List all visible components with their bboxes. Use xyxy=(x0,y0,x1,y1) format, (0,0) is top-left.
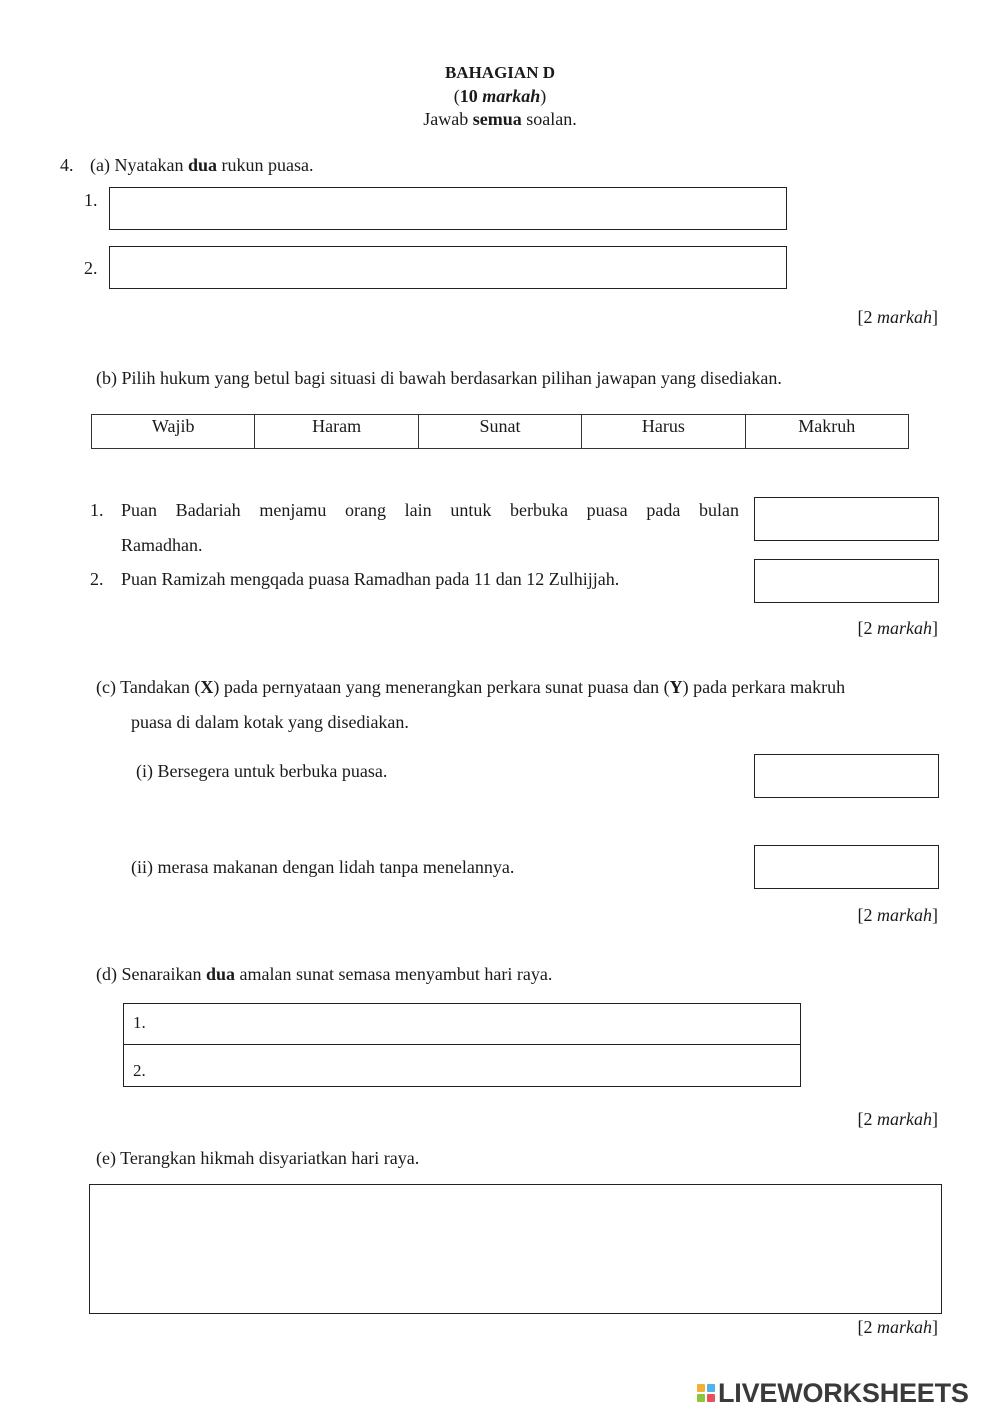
answer-e-field[interactable] xyxy=(89,1184,942,1314)
answer-d1-field[interactable] xyxy=(123,1003,801,1045)
question-a-text: (a) Nyatakan dua rukun puasa. xyxy=(90,155,314,175)
situation-2-number: 2. xyxy=(90,569,104,589)
situation-1-text-cont: Ramadhan. xyxy=(121,535,203,555)
logo-square xyxy=(707,1394,715,1402)
question-d-text: (d) Senaraikan dua amalan sunat semasa menyambut hari raya. xyxy=(96,964,553,984)
logo-text: LIVEWORKSHEETS xyxy=(718,1377,969,1408)
marks-a: [2 markah] xyxy=(857,307,938,327)
statement-c1: (i) Bersegera untuk berbuka puasa. xyxy=(136,761,388,781)
logo-square xyxy=(707,1384,715,1392)
hukum-options-table xyxy=(91,414,909,449)
answer-c2-field[interactable] xyxy=(754,845,939,889)
answer-b1-field[interactable] xyxy=(754,497,939,541)
section-instruction: Jawab semua soalan. xyxy=(423,109,577,129)
situation-1-text: Puan Badariah menjamu orang lain untuk berbuka puasa pada bulan xyxy=(121,500,739,520)
answer-a1-field[interactable] xyxy=(109,187,787,230)
logo-square xyxy=(697,1394,705,1402)
section-marks: (10 markah) xyxy=(453,86,547,106)
option-makruh: Makruh xyxy=(745,415,908,449)
statement-c2: (ii) merasa makanan dengan lidah tanpa menelannya. xyxy=(131,857,515,877)
option-harus: Harus xyxy=(582,415,745,449)
option-wajib: Wajib xyxy=(92,415,255,449)
marks-c: [2 markah] xyxy=(857,905,938,925)
section-title: BAHAGIAN D xyxy=(444,63,556,82)
answer-d2-field[interactable] xyxy=(123,1044,801,1087)
option-sunat: Sunat xyxy=(418,415,581,449)
answer-b2-field[interactable] xyxy=(754,559,939,603)
liveworksheets-logo xyxy=(697,1378,969,1408)
question-c-text-cont: puasa di dalam kotak yang disediakan. xyxy=(131,712,409,732)
answer-c1-field[interactable] xyxy=(754,754,939,798)
situation-2-text: Puan Ramizah mengqada puasa Ramadhan pada 11 dan 12 Zulhijjah. xyxy=(121,569,620,589)
marks-b: [2 markah] xyxy=(857,618,938,638)
logo-square xyxy=(697,1384,705,1392)
question-b-text: (b) Pilih hukum yang betul bagi situasi di bawah berdasarkan pilihan jawapan yang disediakan. xyxy=(96,368,782,388)
option-haram: Haram xyxy=(255,415,418,449)
answer-a2-field[interactable] xyxy=(109,246,787,289)
logo-grid-icon xyxy=(697,1384,715,1402)
situation-1-number: 1. xyxy=(90,500,104,520)
question-e-text: (e) Terangkan hikmah disyariatkan hari raya. xyxy=(96,1148,420,1168)
answer-d1-label: 1. xyxy=(133,1013,146,1032)
question-number: 4. xyxy=(60,155,74,175)
answer-d2-label: 2. xyxy=(133,1061,146,1080)
marks-d: [2 markah] xyxy=(857,1109,938,1129)
answer-a1-label: 1. xyxy=(84,190,98,210)
answer-a2-label: 2. xyxy=(84,258,98,278)
marks-e: [2 markah] xyxy=(857,1317,938,1337)
question-c-text: (c) Tandakan (X) pada pernyataan yang menerangkan perkara sunat puasa dan (Y) pada perkara makruh xyxy=(96,677,846,697)
